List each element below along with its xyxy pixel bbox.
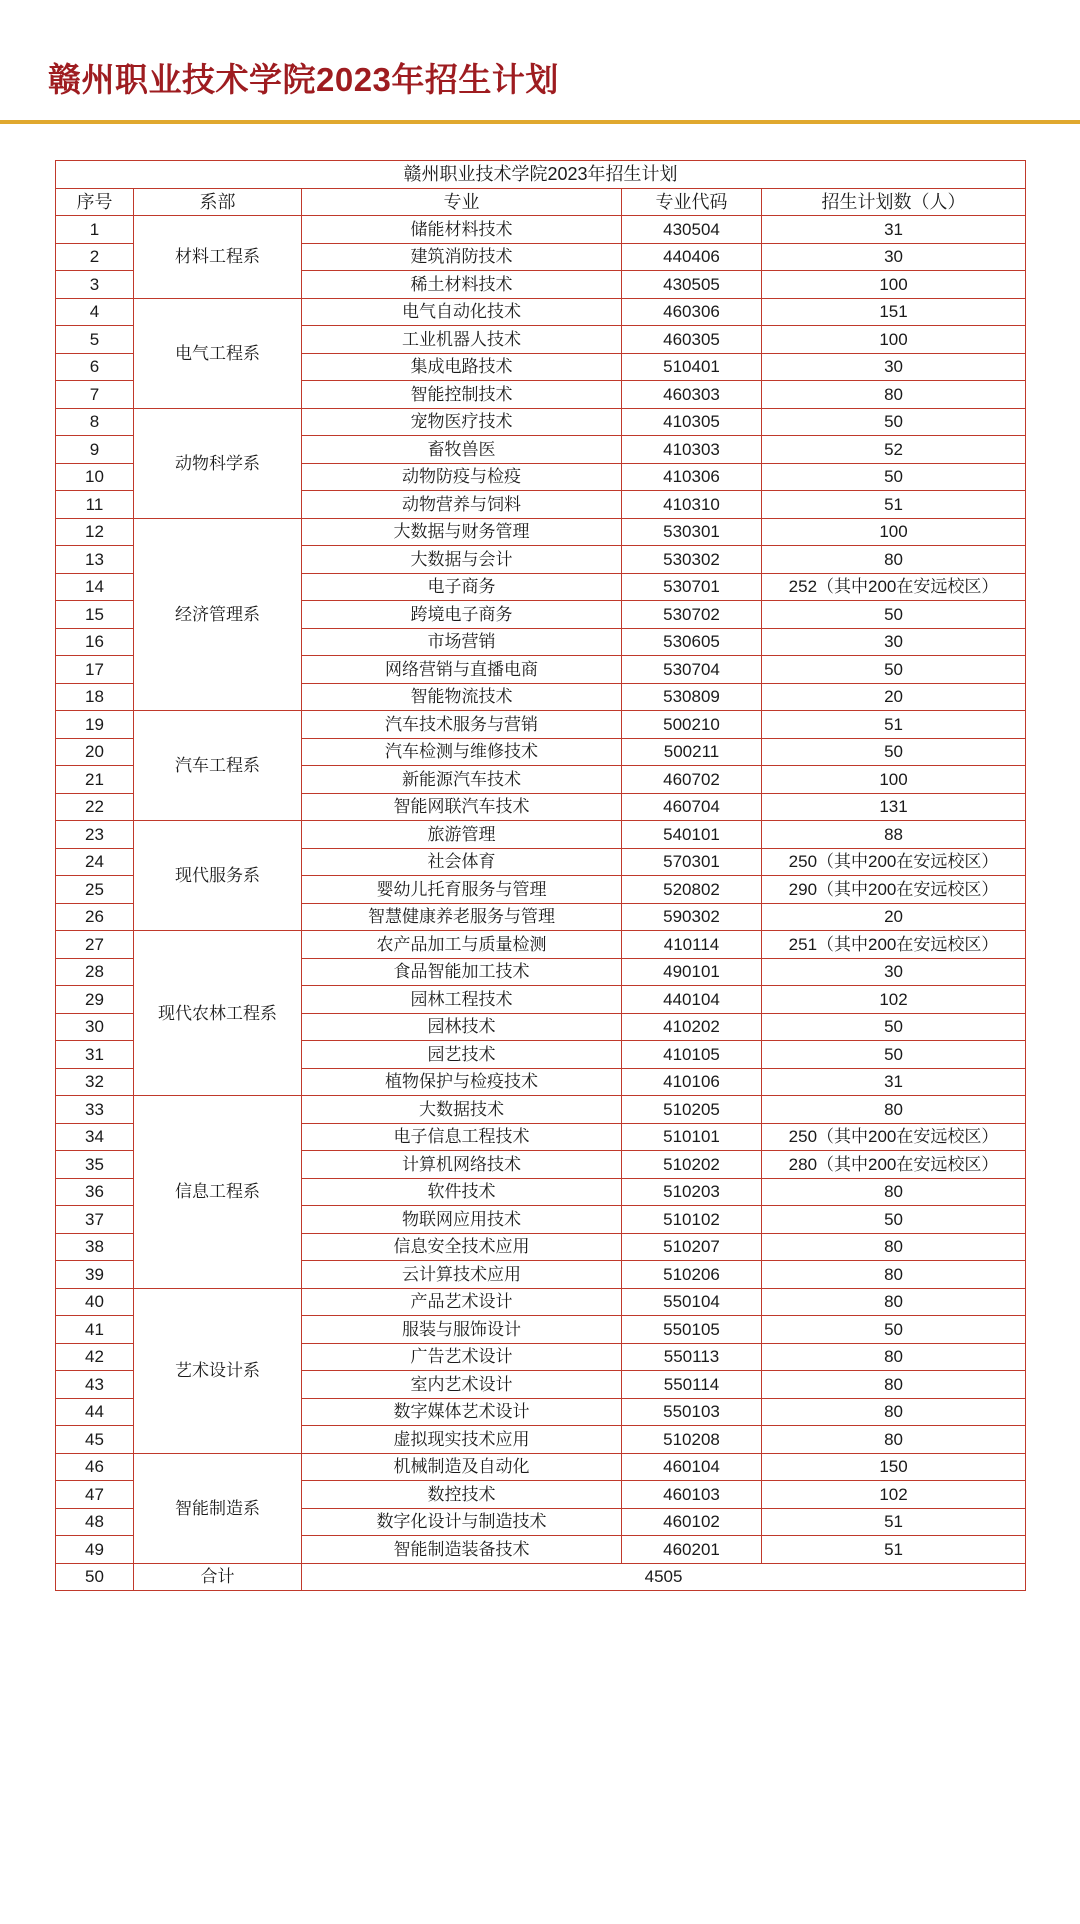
- row-index: 23: [56, 821, 134, 849]
- row-index: 6: [56, 353, 134, 381]
- row-department: 材料工程系: [134, 216, 302, 299]
- row-plan-count: 20: [762, 903, 1026, 931]
- table-row: [56, 216, 1026, 244]
- table-row: [56, 1096, 1026, 1124]
- row-major: 服装与服饰设计: [302, 1316, 622, 1344]
- row-plan-count: 100: [762, 326, 1026, 354]
- table-header-row: [56, 188, 1026, 216]
- row-department: 现代服务系: [134, 821, 302, 931]
- row-department: 现代农林工程系: [134, 931, 302, 1096]
- table-row: [56, 1453, 1026, 1481]
- row-major-code: 410310: [622, 491, 762, 519]
- row-plan-count: 30: [762, 628, 1026, 656]
- row-major: 室内艺术设计: [302, 1371, 622, 1399]
- row-plan-count: 250（其中200在安远校区）: [762, 848, 1026, 876]
- row-plan-count: 50: [762, 1041, 1026, 1069]
- table-row: [56, 298, 1026, 326]
- row-major-code: 520802: [622, 876, 762, 904]
- row-major: 网络营销与直播电商: [302, 656, 622, 684]
- table-caption-row: [56, 161, 1026, 189]
- row-major: 电子商务: [302, 573, 622, 601]
- row-index: 3: [56, 271, 134, 299]
- row-major-code: 460306: [622, 298, 762, 326]
- row-index: 42: [56, 1343, 134, 1371]
- row-index: 24: [56, 848, 134, 876]
- row-index: 22: [56, 793, 134, 821]
- row-major: 食品智能加工技术: [302, 958, 622, 986]
- row-major-code: 440104: [622, 986, 762, 1014]
- row-index: 9: [56, 436, 134, 464]
- row-major: 社会体育: [302, 848, 622, 876]
- row-plan-count: 252（其中200在安远校区）: [762, 573, 1026, 601]
- row-major: 数字化设计与制造技术: [302, 1508, 622, 1536]
- row-index: 29: [56, 986, 134, 1014]
- row-major-code: 530702: [622, 601, 762, 629]
- row-department: 艺术设计系: [134, 1288, 302, 1453]
- row-major: 大数据与会计: [302, 546, 622, 574]
- row-major: 智能制造装备技术: [302, 1536, 622, 1564]
- row-index: 13: [56, 546, 134, 574]
- row-major-code: 410306: [622, 463, 762, 491]
- row-major-code: 530302: [622, 546, 762, 574]
- row-major-code: 510101: [622, 1123, 762, 1151]
- row-major: 云计算技术应用: [302, 1261, 622, 1289]
- row-plan-count: 52: [762, 436, 1026, 464]
- row-plan-count: 88: [762, 821, 1026, 849]
- row-major: 智能网联汽车技术: [302, 793, 622, 821]
- row-index: 25: [56, 876, 134, 904]
- row-index: 32: [56, 1068, 134, 1096]
- row-index: 34: [56, 1123, 134, 1151]
- row-major-code: 550104: [622, 1288, 762, 1316]
- page-title: 赣州职业技术学院2023年招生计划: [48, 61, 559, 98]
- row-plan-count: 50: [762, 601, 1026, 629]
- row-plan-count: 50: [762, 463, 1026, 491]
- column-header-index: 序号: [56, 188, 134, 216]
- row-major: 虚拟现实技术应用: [302, 1426, 622, 1454]
- row-major-code: 510203: [622, 1178, 762, 1206]
- row-major: 园林技术: [302, 1013, 622, 1041]
- enrollment-plan-table: [55, 160, 1026, 1591]
- row-department: 信息工程系: [134, 1096, 302, 1289]
- row-major: 动物防疫与检疫: [302, 463, 622, 491]
- row-major: 大数据与财务管理: [302, 518, 622, 546]
- row-plan-count: 50: [762, 656, 1026, 684]
- row-major-code: 490101: [622, 958, 762, 986]
- row-major: 宠物医疗技术: [302, 408, 622, 436]
- row-plan-count: 50: [762, 408, 1026, 436]
- row-major-code: 530301: [622, 518, 762, 546]
- total-row-index: 50: [56, 1563, 134, 1591]
- row-department: 经济管理系: [134, 518, 302, 711]
- row-major: 稀土材料技术: [302, 271, 622, 299]
- row-index: 16: [56, 628, 134, 656]
- row-plan-count: 30: [762, 958, 1026, 986]
- row-plan-count: 100: [762, 271, 1026, 299]
- row-major-code: 540101: [622, 821, 762, 849]
- row-index: 15: [56, 601, 134, 629]
- row-plan-count: 20: [762, 683, 1026, 711]
- row-index: 21: [56, 766, 134, 794]
- table-total-row: [56, 1563, 1026, 1591]
- row-index: 11: [56, 491, 134, 519]
- row-major-code: 460305: [622, 326, 762, 354]
- row-index: 48: [56, 1508, 134, 1536]
- row-plan-count: 280（其中200在安远校区）: [762, 1151, 1026, 1179]
- row-plan-count: 80: [762, 1233, 1026, 1261]
- row-major: 广告艺术设计: [302, 1343, 622, 1371]
- row-major-code: 460704: [622, 793, 762, 821]
- row-major-code: 550103: [622, 1398, 762, 1426]
- row-major-code: 430505: [622, 271, 762, 299]
- row-plan-count: 100: [762, 518, 1026, 546]
- row-major-code: 510202: [622, 1151, 762, 1179]
- row-index: 35: [56, 1151, 134, 1179]
- document-header: [0, 0, 1080, 98]
- row-plan-count: 51: [762, 1508, 1026, 1536]
- row-index: 12: [56, 518, 134, 546]
- row-major: 园艺技术: [302, 1041, 622, 1069]
- row-plan-count: 30: [762, 353, 1026, 381]
- row-plan-count: 290（其中200在安远校区）: [762, 876, 1026, 904]
- row-plan-count: 80: [762, 1398, 1026, 1426]
- row-index: 19: [56, 711, 134, 739]
- table-row: [56, 711, 1026, 739]
- row-major: 软件技术: [302, 1178, 622, 1206]
- row-index: 43: [56, 1371, 134, 1399]
- row-index: 8: [56, 408, 134, 436]
- table-caption: 赣州职业技术学院2023年招生计划: [56, 161, 1026, 189]
- row-index: 27: [56, 931, 134, 959]
- row-major: 机械制造及自动化: [302, 1453, 622, 1481]
- row-index: 18: [56, 683, 134, 711]
- row-major: 智慧健康养老服务与管理: [302, 903, 622, 931]
- row-index: 7: [56, 381, 134, 409]
- row-major: 计算机网络技术: [302, 1151, 622, 1179]
- row-major-code: 410114: [622, 931, 762, 959]
- row-major: 物联网应用技术: [302, 1206, 622, 1234]
- row-major: 旅游管理: [302, 821, 622, 849]
- row-major: 新能源汽车技术: [302, 766, 622, 794]
- row-index: 37: [56, 1206, 134, 1234]
- table-row: [56, 931, 1026, 959]
- row-major: 建筑消防技术: [302, 243, 622, 271]
- column-header-plan-count: 招生计划数（人）: [762, 188, 1026, 216]
- row-major-code: 590302: [622, 903, 762, 931]
- row-plan-count: 151: [762, 298, 1026, 326]
- row-major: 婴幼儿托育服务与管理: [302, 876, 622, 904]
- row-major: 电气自动化技术: [302, 298, 622, 326]
- row-plan-count: 80: [762, 1371, 1026, 1399]
- row-plan-count: 251（其中200在安远校区）: [762, 931, 1026, 959]
- row-major: 市场营销: [302, 628, 622, 656]
- row-major-code: 410202: [622, 1013, 762, 1041]
- row-major: 动物营养与饲料: [302, 491, 622, 519]
- total-value: 4505: [302, 1563, 1026, 1591]
- row-plan-count: 51: [762, 1536, 1026, 1564]
- row-major-code: 460303: [622, 381, 762, 409]
- row-major-code: 510205: [622, 1096, 762, 1124]
- row-plan-count: 80: [762, 1096, 1026, 1124]
- table-row: [56, 821, 1026, 849]
- row-plan-count: 150: [762, 1453, 1026, 1481]
- row-major-code: 460201: [622, 1536, 762, 1564]
- row-index: 44: [56, 1398, 134, 1426]
- row-plan-count: 80: [762, 546, 1026, 574]
- row-major: 大数据技术: [302, 1096, 622, 1124]
- row-plan-count: 80: [762, 1178, 1026, 1206]
- row-major: 电子信息工程技术: [302, 1123, 622, 1151]
- row-plan-count: 50: [762, 1316, 1026, 1344]
- row-plan-count: 50: [762, 1013, 1026, 1041]
- row-index: 28: [56, 958, 134, 986]
- row-major: 智能物流技术: [302, 683, 622, 711]
- row-major-code: 500210: [622, 711, 762, 739]
- column-header-department: 系部: [134, 188, 302, 216]
- total-label: 合计: [134, 1563, 302, 1591]
- row-plan-count: 80: [762, 381, 1026, 409]
- row-major-code: 460702: [622, 766, 762, 794]
- row-index: 47: [56, 1481, 134, 1509]
- row-index: 14: [56, 573, 134, 601]
- row-major: 工业机器人技术: [302, 326, 622, 354]
- row-major-code: 500211: [622, 738, 762, 766]
- row-department: 汽车工程系: [134, 711, 302, 821]
- row-plan-count: 250（其中200在安远校区）: [762, 1123, 1026, 1151]
- row-index: 31: [56, 1041, 134, 1069]
- row-plan-count: 131: [762, 793, 1026, 821]
- row-major: 智能控制技术: [302, 381, 622, 409]
- row-index: 41: [56, 1316, 134, 1344]
- row-index: 5: [56, 326, 134, 354]
- row-plan-count: 50: [762, 738, 1026, 766]
- row-major-code: 530704: [622, 656, 762, 684]
- row-major-code: 430504: [622, 216, 762, 244]
- header-divider: [0, 120, 1080, 124]
- row-department: 电气工程系: [134, 298, 302, 408]
- row-index: 10: [56, 463, 134, 491]
- row-major-code: 440406: [622, 243, 762, 271]
- row-major: 产品艺术设计: [302, 1288, 622, 1316]
- row-major-code: 460103: [622, 1481, 762, 1509]
- row-major-code: 410105: [622, 1041, 762, 1069]
- row-major: 农产品加工与质量检测: [302, 931, 622, 959]
- row-major: 数字媒体艺术设计: [302, 1398, 622, 1426]
- row-major-code: 510102: [622, 1206, 762, 1234]
- row-index: 46: [56, 1453, 134, 1481]
- row-major: 储能材料技术: [302, 216, 622, 244]
- row-index: 39: [56, 1261, 134, 1289]
- table-row: [56, 408, 1026, 436]
- row-plan-count: 80: [762, 1343, 1026, 1371]
- enrollment-plan-table-container: [55, 160, 1025, 1591]
- row-index: 1: [56, 216, 134, 244]
- row-plan-count: 102: [762, 986, 1026, 1014]
- row-plan-count: 50: [762, 1206, 1026, 1234]
- row-plan-count: 80: [762, 1288, 1026, 1316]
- row-index: 45: [56, 1426, 134, 1454]
- row-plan-count: 51: [762, 711, 1026, 739]
- row-major: 数控技术: [302, 1481, 622, 1509]
- row-major-code: 510206: [622, 1261, 762, 1289]
- row-major: 集成电路技术: [302, 353, 622, 381]
- row-major: 跨境电子商务: [302, 601, 622, 629]
- table-row: [56, 1288, 1026, 1316]
- table-row: [56, 518, 1026, 546]
- row-major-code: 410305: [622, 408, 762, 436]
- row-major-code: 460102: [622, 1508, 762, 1536]
- row-major-code: 530701: [622, 573, 762, 601]
- row-plan-count: 80: [762, 1261, 1026, 1289]
- row-plan-count: 80: [762, 1426, 1026, 1454]
- row-plan-count: 102: [762, 1481, 1026, 1509]
- row-index: 38: [56, 1233, 134, 1261]
- row-plan-count: 51: [762, 491, 1026, 519]
- row-major-code: 510207: [622, 1233, 762, 1261]
- row-index: 26: [56, 903, 134, 931]
- row-major-code: 510208: [622, 1426, 762, 1454]
- row-major-code: 530809: [622, 683, 762, 711]
- row-index: 33: [56, 1096, 134, 1124]
- column-header-major-code: 专业代码: [622, 188, 762, 216]
- row-index: 2: [56, 243, 134, 271]
- row-major: 汽车技术服务与营销: [302, 711, 622, 739]
- row-major-code: 550114: [622, 1371, 762, 1399]
- row-plan-count: 30: [762, 243, 1026, 271]
- row-major-code: 460104: [622, 1453, 762, 1481]
- row-index: 17: [56, 656, 134, 684]
- row-plan-count: 31: [762, 1068, 1026, 1096]
- row-major: 信息安全技术应用: [302, 1233, 622, 1261]
- row-index: 40: [56, 1288, 134, 1316]
- column-header-major: 专业: [302, 188, 622, 216]
- row-major: 畜牧兽医: [302, 436, 622, 464]
- row-major-code: 410106: [622, 1068, 762, 1096]
- row-index: 49: [56, 1536, 134, 1564]
- row-index: 30: [56, 1013, 134, 1041]
- row-major: 汽车检测与维修技术: [302, 738, 622, 766]
- row-index: 20: [56, 738, 134, 766]
- row-major-code: 550105: [622, 1316, 762, 1344]
- row-plan-count: 100: [762, 766, 1026, 794]
- row-major-code: 410303: [622, 436, 762, 464]
- row-major-code: 550113: [622, 1343, 762, 1371]
- row-major-code: 530605: [622, 628, 762, 656]
- row-department: 动物科学系: [134, 408, 302, 518]
- row-major-code: 570301: [622, 848, 762, 876]
- row-plan-count: 31: [762, 216, 1026, 244]
- row-department: 智能制造系: [134, 1453, 302, 1563]
- row-major: 园林工程技术: [302, 986, 622, 1014]
- row-major-code: 510401: [622, 353, 762, 381]
- row-major: 植物保护与检疫技术: [302, 1068, 622, 1096]
- row-index: 4: [56, 298, 134, 326]
- row-index: 36: [56, 1178, 134, 1206]
